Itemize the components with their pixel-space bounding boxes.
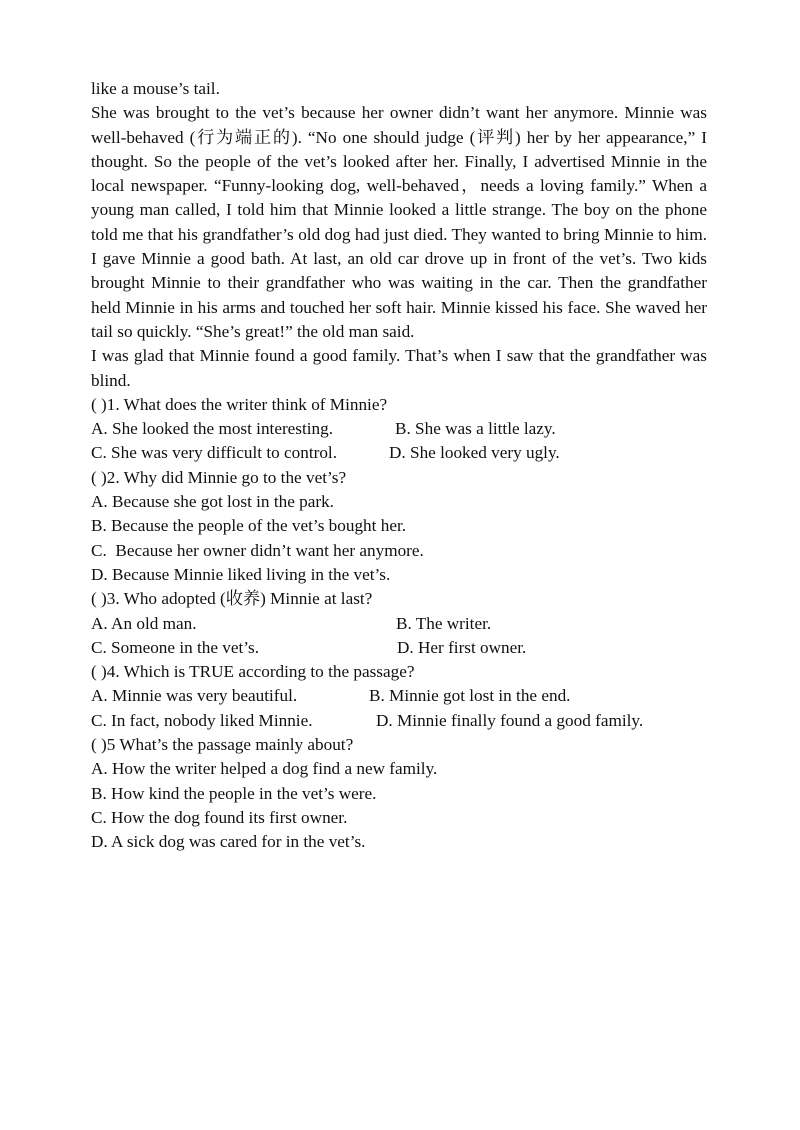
question-3-options-row-1: [91, 612, 707, 636]
question-1-stem: ( )1. What does the writer think of Minnie?: [91, 394, 388, 414]
question-3-option-a: A. An old man.: [91, 613, 197, 633]
passage-paragraph-3: I was glad that Minnie found a good family. That’s when I saw that the grandfather was blind.: [91, 346, 707, 390]
question-2-option-d: D. Because Minnie liked living in the vet’s.: [91, 564, 391, 584]
question-1-options-row-1: [91, 417, 707, 441]
question-1-option-d: D. She looked very ugly.: [389, 443, 560, 463]
question-5-option-c: C. How the dog found its first owner.: [91, 807, 348, 827]
question-2-option-a: A. Because she got lost in the park.: [91, 492, 334, 512]
question-4-options-row-1: [91, 684, 707, 708]
question-5-option-a: A. How the writer helped a dog find a new family.: [91, 759, 438, 779]
question-1-options-row-2: [91, 441, 707, 465]
question-4-option-b: B. Minnie got lost in the end.: [369, 686, 571, 706]
question-2-option-b: B. Because the people of the vet’s bought her.: [91, 516, 407, 536]
document-page: [91, 77, 707, 855]
passage-paragraph-2: She was brought to the vet’s because her owner didn’t want her anymore. Minnie was well-behaved (行为端正的). “No one should judge (评判) her by her appearance,” I thought. So the people of the vet’s looked after her. Finally, I advertised Minnie in the local newspaper. “Funny-looking dog, well-behaved，needs a loving family.” When a young man called, I told him that Minnie looked a little strange. The boy on the phone told me that his grandfather’s old dog had just died. They wanted to bring Minnie to him. I gave Minnie a good bath. At last, an old car drove up in front of the vet’s. Two kids brought Minnie to their grandfather who was waiting in the car. Then the grandfather held Minnie in his arms and touched her soft hair. Minnie kissed his face. She waved her tail so quickly. “She’s great!” the old man said.: [91, 103, 707, 341]
question-3-options-row-2: [91, 636, 707, 660]
question-4-stem: ( )4. Which is TRUE according to the passage?: [91, 662, 415, 682]
question-5-option-b: B. How kind the people in the vet’s were.: [91, 783, 377, 803]
question-4-option-a: A. Minnie was very beautiful.: [91, 686, 298, 706]
question-4-option-c: C. In fact, nobody liked Minnie.: [91, 710, 313, 730]
question-3-option-b: B. The writer.: [396, 613, 492, 633]
question-5-stem: ( )5 What’s the passage mainly about?: [91, 735, 354, 755]
passage-line-0: like a mouse’s tail.: [91, 79, 220, 98]
question-2-option-c: C. Because her owner didn’t want her anymore.: [91, 540, 424, 560]
question-3-stem: ( )3. Who adopted (收养) Minnie at last?: [91, 589, 373, 609]
question-5-option-d: D. A sick dog was cared for in the vet’s.: [91, 832, 366, 852]
question-1-option-b: B. She was a little lazy.: [395, 419, 556, 439]
question-1-option-a: A. She looked the most interesting.: [91, 419, 334, 439]
question-1-option-c: C. She was very difficult to control.: [91, 443, 337, 463]
question-3-option-c: C. Someone in the vet’s.: [91, 637, 260, 657]
question-4-option-d: D. Minnie finally found a good family.: [376, 710, 644, 730]
question-3-option-d: D. Her first owner.: [397, 637, 527, 657]
question-2-stem: ( )2. Why did Minnie go to the vet’s?: [91, 467, 347, 487]
question-4-options-row-2: [91, 709, 707, 733]
